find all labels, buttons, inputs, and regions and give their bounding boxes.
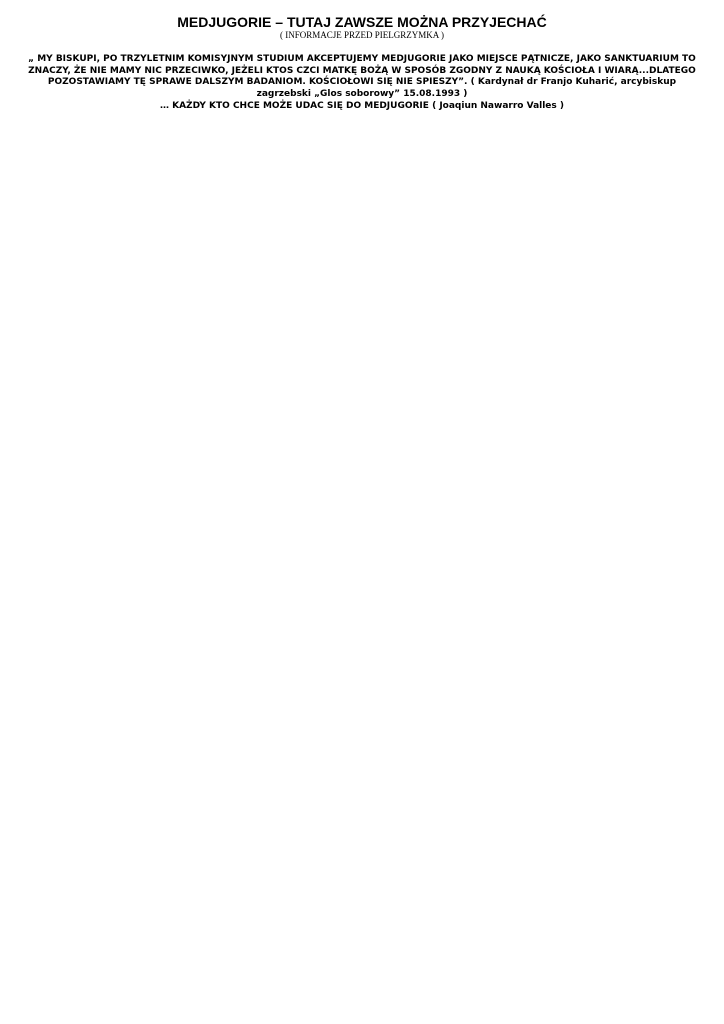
- quote-text: „ MY BISKUPI, PO TRZYLETNIM KOMISYJNYM STUDIUM AKCEPTUJEMY MEDJUGORIE JAKO MIEJSCE PĄTNICZE, JAKO SANKTUARIUM TO ZNACZY, ŻE NIE MAMY NIC PRZECIWKO, JEŻELI KTOS CZCI MATKĘ BOŻĄ W SPOSÓB ZGODNY Z NAUKĄ KOŚCIOŁA I WIARĄ...DLATEGO POZOSTAWIAMY TĘ SPRAWE DALSZYM BADANIOM. KOŚCIOŁOWI SIĘ NIE SPIESZY”.: [28, 54, 696, 88]
- quote-attribution: ( Kardynał dr Franjo Kuharić, arcybiskup zagrzebski „Glos soborowy” 15.08.1993 ): [256, 77, 677, 100]
- page-title: MEDJUGORIE – TUTAJ ZAWSZE MOŻNA PRZYJECHAĆ: [177, 14, 547, 30]
- quote-second-text: … KAŻDY KTO CHCE MOŻE UDAC SIĘ DO MEDJUGORIE: [159, 100, 429, 111]
- opening-quote: [22, 54, 702, 112]
- quote-second-attribution: ( Joaqiun Nawarro Valles ): [432, 100, 565, 111]
- page-subtitle: ( INFORMACJE PRZED PIELGRZYMKA ): [279, 30, 444, 40]
